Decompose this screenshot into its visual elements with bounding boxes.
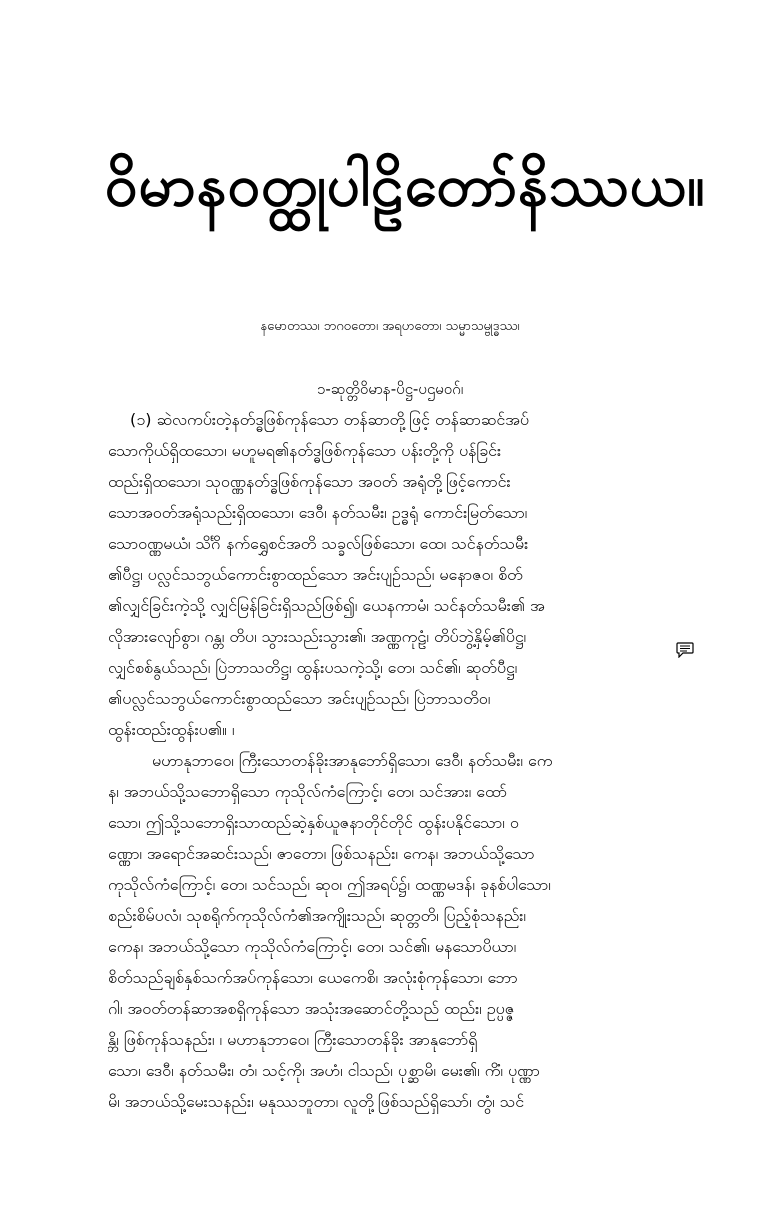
text-line: ထည်းရှိထသော၊ သုဝဏ္ဏနတ်ဒ္ဓဖြစ်ကုန်သော အဝတ် အရုံတို့ဖြင့်ကောင်း <box>108 472 511 491</box>
text-line: လိုအားလျော်စွာ၊ ဂန္တ၊ တိပ၊ သွားသည်းသွား၏၊ အဏ္ဏကုဠံ၊ တိပ်ဘွဲ့နှိမ့်၏ပိဋ္ဌ၊ <box>108 627 527 646</box>
text-line: သောအဝတ်အရုံသည်းရှိထသော၊ ဒေဝီ၊ နတ်သမီး၊ ဥဒ္ဓရုံ ကောင်းမြတ်သော၊ <box>108 503 528 522</box>
text-line: မိ၊ အဘယ်သို့မေးသနည်း၊ မနုဿဘူတာ၊ လူတို့ဖြစ်သည်ရှိသော်၊ တွံ၊ သင် <box>108 1092 525 1111</box>
text-line: ၏ပီဋ္ဌ၊ ပလ္လင်သဘွယ်ကောင်းစွာထည်သော အင်းပျဉ်သည်၊ မနောဇဝ၊ စိတ် <box>108 565 523 584</box>
text-line: ၏လျှင်ခြင်းကဲ့သို့ လျှင်မြန်ခြင်းရှိသည်ဖြစ်၍၊ ယေနကာမံ၊ သင်နတ်သမီး၏ အ <box>108 596 545 615</box>
text-line: န၊ အဘယ်သို့သဘောရှိသော ကုသိုလ်ကံကြောင့်၊ တေ၊ သင်အား၊ ထော် <box>108 782 507 801</box>
text-line: လျှင်စစ်နွယ်သည်၊ ပြဲဘာသတိဋ္ဌ၊ ထွန်းပသကဲ့သို့၊ တေ၊ သင်၏၊ ဆုတ်ပီဋ္ဌ၊ <box>108 658 518 677</box>
text-line: ထွန်းထည်းထွန်းပ၏။ ၊ <box>108 720 235 739</box>
body-text <box>108 404 673 1117</box>
page-title: ဝိမာနဝတ္ထုပါဠိတော်နိဿယ။ <box>105 151 706 219</box>
page-subtitle: နမောတဿ၊ ဘဂဝတော၊ အရဟတော၊ သမ္မာသမ္ဗုဒ္ဓဿ၊ <box>260 319 520 334</box>
text-line: ဂါ၊ အဝတ်တန်ဆာအစရှိကုန်သော အသုံးအဆောင်တို့သည် ထည်း၊ ဥပ္ပဇ္ဇ <box>108 999 515 1018</box>
text-line: စိတ်သည်ချစ်နှစ်သက်အပ်ကုန်သော၊ ယေကေစိ၊ အလုံးစုံကုန်သော၊ ဘော <box>108 968 518 987</box>
text-line: ဏ္ဏော၊ အရောင်အဆင်းသည်၊ ဇာတော၊ ဖြစ်သနည်း၊ ကေန၊ အဘယ်သို့သော <box>108 844 535 863</box>
comment-icon[interactable] <box>676 642 694 658</box>
text-line: ကုသိုလ်ကံကြောင့်၊ တေ၊ သင်သည်၊ ဆုဝ၊ ဤအရပ်၌၊ ထဏ္ဏမဒန်၊ ခုနစ်ပါသော၊ <box>108 875 551 894</box>
text-line: သောဝဏ္ဏမယံ၊ သိင်္ဂိ နက်ရွှေစင်အတိ သခ္ခလ်ဖြစ်သော၊ ထေ၊ သင်နတ်သမီး <box>108 534 529 553</box>
text-line: မဟာနုဘာဝေ၊ ကြီးသောတန်ခိုးအာနုဘော်ရှိသော၊ ဒေဝီ၊ နတ်သမီး၊ ကေ <box>152 751 553 770</box>
text-line: သောကိုယ်ရှိထသော၊ မဟူမရ၏နတ်ဒ္ဓဖြစ်ကုန်သော ပန်းတို့ကို ပန်ခြင်း <box>108 441 502 460</box>
text-line: ကေန၊ အဘယ်သို့သော ကုသိုလ်ကံကြောင့်၊ တေ၊ သင်၏၊ မနသောပိယာ၊ <box>108 937 517 956</box>
text-line: န္တိ၊ ဖြစ်ကုန်သနည်း၊ ၊ မဟာနုဘာဝေ၊ ကြီးသောတန်ခိုး အာနုဘော်ရှိ <box>108 1030 478 1049</box>
section-heading: ၁-ဆုတ္တိဝိမာန-ပိဋ္ဌ-ပဌမဝဂ်၊ <box>316 380 464 398</box>
text-line: သော၊ ဤသို့သဘောရှိးသာထည်ဆဲ့နှစ်ယူဇနာတိုင်တိုင် ထွန်းပနိုင်သော၊ ဝ <box>108 813 519 832</box>
text-line: သော၊ ဒေဝီ၊ နတ်သမီး၊ တံ၊ သင့်ကို၊ အဟံ၊ ငါသည်၊ ပုစ္ဆာမိ၊ မေး၏၊ ကိံ၊ ပုဏ္ဏာ <box>108 1061 540 1080</box>
text-line: (၁) ဆဲလကပ်းတဲ့နတ်ဒ္ဓဖြစ်ကုန်သော တန်ဆာတို့ဖြင့် တန်ဆာဆင်အပ် <box>130 410 530 429</box>
text-line: စည်းစိမ်ပလံ၊ သုစရိုက်ကုသိုလ်ကံ၏အကျိုးသည်၊ ဆုတ္တတိ၊ ပြည့်စုံသနည်း၊ <box>108 906 526 925</box>
text-line: ၏ပလ္လင်သဘွယ်ကောင်းစွာထည်သော အင်းပျဉ်သည်၊ ပြဲဘာသတိဝ၊ <box>108 689 491 708</box>
